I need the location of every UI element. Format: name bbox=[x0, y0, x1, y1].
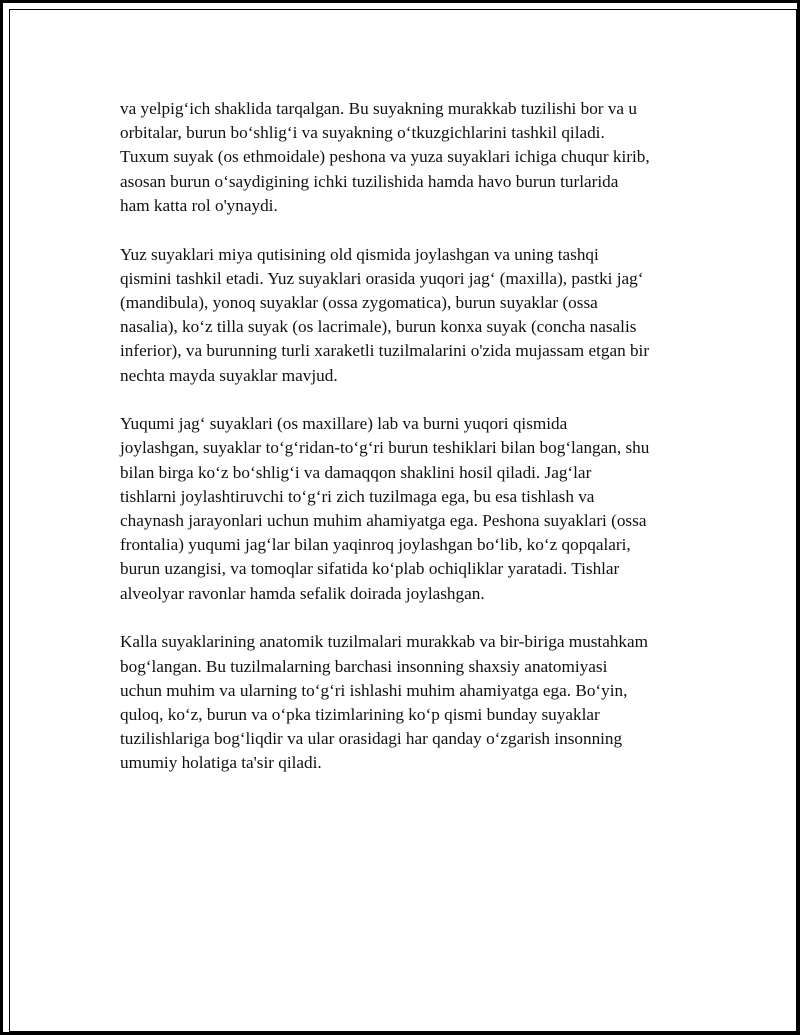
paragraph-3: Yuqumi jag‘ suyaklari (os maxillare) lab va burni yuqori qismida joylashgan, suyaklar to‘g‘ridan-to‘g‘ri burun teshiklari bilan bog‘langan, shu bilan birga ko‘z bo‘shlig‘i va damaqqon shaklini hosil qiladi. Jag‘lar tishlarni joylashtiruvchi to‘g‘ri zich tuzilmaga ega, bu esa tishlash va chaynash jarayonlari uchun muhim ahamiyatga ega. Peshona suyaklari (ossa frontalia) yuqumi jag‘lar bilan yaqinroq joylashgan bo‘lib, ko‘z qopqalari, burun uzangisi, va tomoqlar sifatida ko‘plab ochiqliklar yaratadi. Tishlar alveolyar ravonlar hamda sefalik doirada joylashgan. bbox=[120, 414, 650, 603]
paragraph-4: Kalla suyaklarining anatomik tuzilmalari murakkab va bir-biriga mustahkam bog‘langan. Bu tuzilmalarning barchasi insonning shaxsiy anatomiyasi uchun muhim va ularning to‘g‘ri ishlashi muhim ahamiyatga ega. Bo‘yin, quloq, ko‘z, burun va o‘pka tizimlarining ko‘p qismi bunday suyaklar tuzilishlariga bog‘liqdir va ular orasidagi har qanday o‘zgarish insonning umumiy holatiga ta'sir qiladi. bbox=[120, 632, 649, 773]
paragraph-2: Yuz suyaklari miya qutisining old qismida joylashgan va uning tashqi qismini tashkil etadi. Yuz suyaklari orasida yuqori jag‘ (maxilla), pastki jag‘ (mandibula), yonoq suyaklar (ossa zygomatica), burun suyaklar (ossa nasalia), ko‘z tilla suyak (os lacrimale), burun konxa suyak (concha nasalis inferior), va burunning turli xaraketli tuzilmalarini o'zida mujassam etgan bir nechta mayda suyaklar mavjud. bbox=[120, 244, 650, 385]
document-body bbox=[120, 97, 700, 800]
paragraph-1: va yelpig‘ich shaklida tarqalgan. Bu suyakning murakkab tuzilishi bor va u orbitalar, burun bo‘shlig‘i va suyakning o‘tkuzgichlarini tashkil qiladi. Tuxum suyak (os ethmoidale) peshona va yuza suyaklari ichiga chuqur kirib, asosan burun o‘saydigining ichki tuzilishida hamda havo burun turlarida ham katta rol o'ynaydi. bbox=[120, 99, 650, 215]
